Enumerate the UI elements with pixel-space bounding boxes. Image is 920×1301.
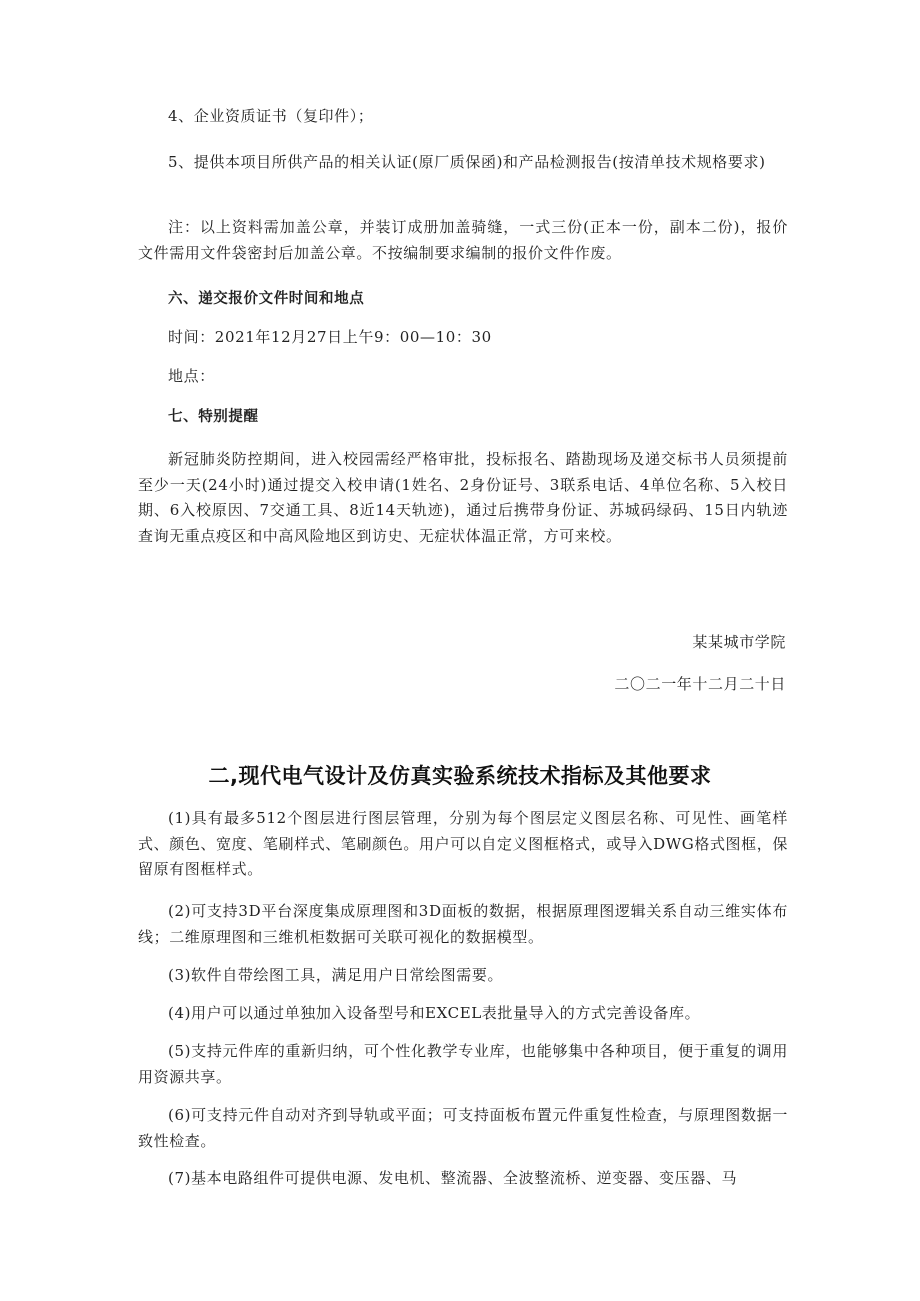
requirement-7: (7)基本电路组件可提供电源、发电机、整流器、全波整流桥、逆变器、变压器、马 (168, 1169, 738, 1187)
requirement-2: (2)可支持3D平台深度集成原理图和3D面板的数据，根据原理图逻辑关系自动三维实体布线；二维原理图和三维机柜数据可关联可视化的数据模型。 (138, 902, 788, 946)
time-line: 时间：2021年12月27日上午9：00—10：30 (168, 328, 492, 346)
requirement-6: (6)可支持元件自动对齐到导轨或平面；可支持面板布置元件重复性检查，与原理图数据一致性检查。 (138, 1106, 788, 1150)
section-6-heading: 六、递交报价文件时间和地点 (168, 291, 365, 307)
section-7-heading: 七、特别提醒 (168, 409, 259, 425)
signature-organization: 某某城市学院 (692, 633, 786, 651)
place-line: 地点： (168, 367, 215, 385)
requirement-3: (3)软件自带绘图工具，满足用户日常绘图需要。 (168, 966, 504, 984)
requirement-5: (5)支持元件库的重新归纳，可个性化教学专业库，也能够集中各种项目，便于重复的调用用资源共享。 (138, 1042, 788, 1086)
requirement-4: (4)用户可以通过单独加入设备型号和EXCEL表批量导入的方式完善设备库。 (168, 1004, 701, 1022)
signature-date: 二〇二一年十二月二十日 (614, 675, 786, 693)
part-2-title: 二,现代电气设计及仿真实验系统技术指标及其他要求 (208, 764, 712, 788)
note-paragraph: 注：以上资料需加盖公章，并装订成册加盖骑缝，一式三份(正本一份，副本二份)，报价文件需用文件袋密封后加盖公章。不按编制要求编制的报价文件作废。 (138, 218, 788, 262)
item-5-text: 5、提供本项目所供产品的相关认证(原厂质保函)和产品检测报告(按清单技术规格要求) (168, 153, 766, 171)
item-4-text: 4、企业资质证书（复印件）； (168, 107, 374, 125)
requirement-1: (1)具有最多512个图层进行图层管理，分别为每个图层定义图层名称、可见性、画笔样式、颜色、宽度、笔刷样式、笔刷颜色。用户可以自定义图框格式，或导入DWG格式图框，保留原有图框样式。 (138, 809, 788, 878)
reminder-paragraph: 新冠肺炎防控期间，进入校园需经严格审批，投标报名、踏勘现场及递交标书人员须提前至少一天(24小时)通过提交入校申请(1姓名、2身份证号、3联系电话、4单位名称、5入校日期、6入校原因、7交通工具、8近14天轨迹)，通过后携带身份证、苏城码绿码、15日内轨迹查询无重点疫区和中高风险地区到访史、无症状体温正常，方可来校。 (138, 450, 788, 545)
